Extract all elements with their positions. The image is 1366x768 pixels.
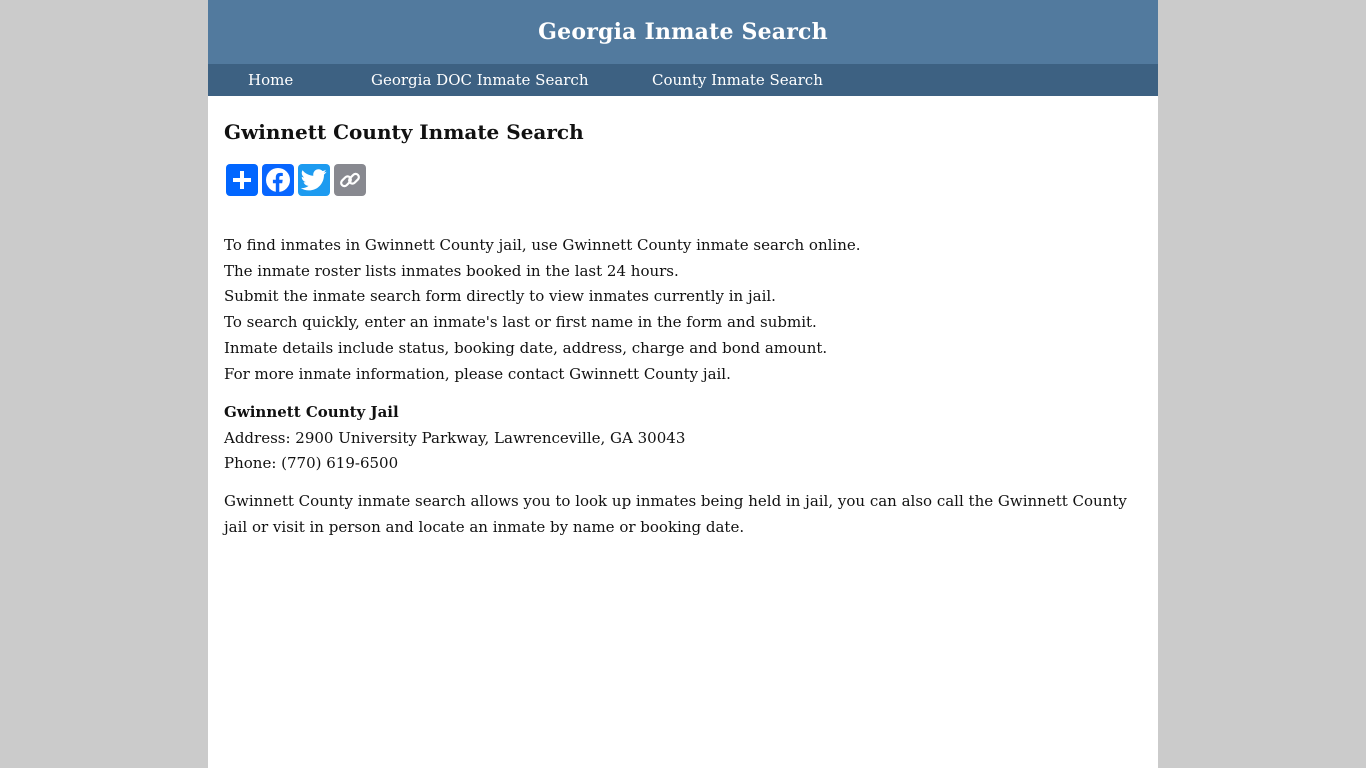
share-buttons xyxy=(226,164,366,196)
site-header xyxy=(208,0,1158,64)
intro-line: To find inmates in Gwinnett County jail, use Gwinnett County inmate search online. xyxy=(224,236,861,254)
jail-contact-block xyxy=(224,400,685,477)
link-icon xyxy=(338,168,362,192)
intro-line: To search quickly, enter an inmate's last or first name in the form and submit. xyxy=(224,313,817,332)
nav-home[interactable]: Home xyxy=(248,71,294,89)
plus-icon xyxy=(231,169,253,191)
closing-paragraph: Gwinnett County inmate search allows you to look up inmates being held in jail, you can also call the Gwinnett County jail or visit in person and locate an inmate by name or booking date. xyxy=(224,492,1127,536)
facebook-share-button[interactable] xyxy=(262,164,294,196)
jail-address: Address: 2900 University Parkway, Lawrenceville, GA 30043 xyxy=(224,428,686,447)
share-button[interactable] xyxy=(226,164,258,196)
facebook-icon xyxy=(265,167,291,193)
page-container xyxy=(208,0,1158,768)
intro-paragraph xyxy=(224,233,1142,387)
intro-line: The inmate roster lists inmates booked in the last 24 hours. xyxy=(224,261,679,280)
main-nav xyxy=(208,64,1158,96)
intro-line: Submit the inmate search form directly to view inmates currently in jail. xyxy=(224,287,776,306)
intro-line: For more inmate information, please contact Gwinnett County jail. xyxy=(224,364,731,383)
twitter-icon xyxy=(301,169,327,191)
jail-phone: Phone: (770) 619-6500 xyxy=(224,454,399,473)
page-title: Gwinnett County Inmate Search xyxy=(224,120,584,144)
site-title[interactable]: Georgia Inmate Search xyxy=(538,19,828,45)
copy-link-button[interactable] xyxy=(334,164,366,196)
twitter-share-button[interactable] xyxy=(298,164,330,196)
nav-county-inmate-search[interactable]: County Inmate Search xyxy=(652,71,823,89)
jail-name: Gwinnett County Jail xyxy=(224,403,399,421)
intro-line: Inmate details include status, booking date, address, charge and bond amount. xyxy=(224,338,828,357)
nav-georgia-doc-inmate-search[interactable]: Georgia DOC Inmate Search xyxy=(371,71,589,89)
